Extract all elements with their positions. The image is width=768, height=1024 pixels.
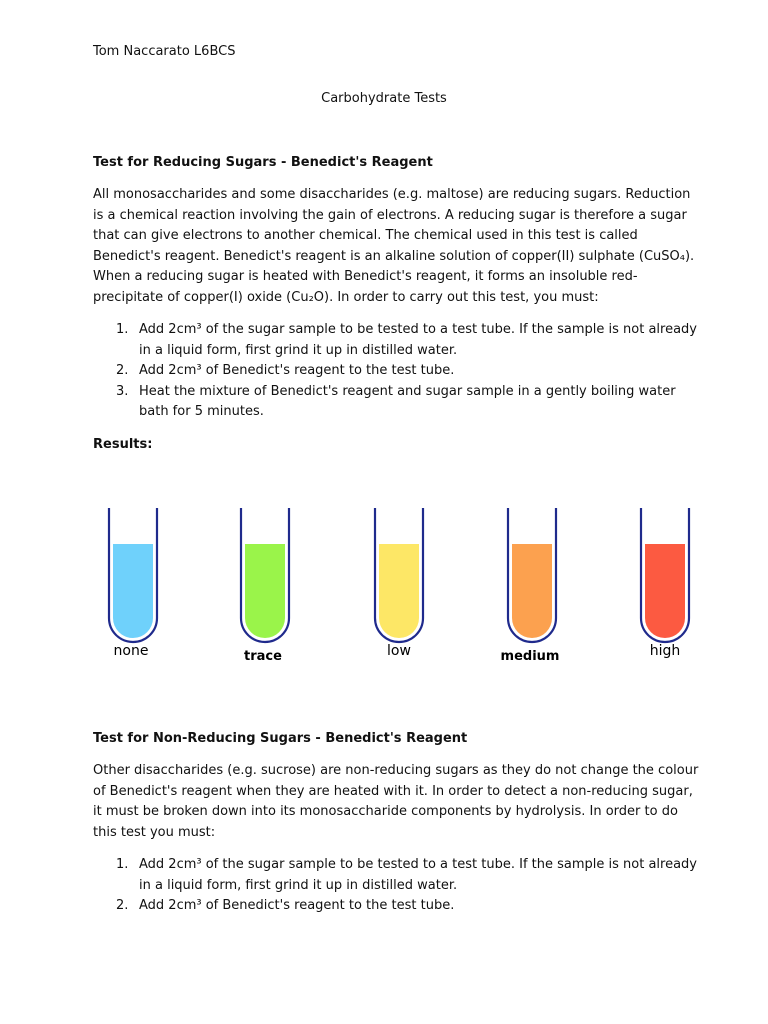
step-line: Add 2cm³ of the sugar sample to be tested to a test tube. If the sample is not already (139, 322, 697, 337)
document-author: Tom Naccarato L6BCS (93, 44, 236, 59)
test-tube-none (109, 508, 157, 659)
steps-list-non-reducing-sugars (93, 855, 697, 917)
step-number: 3. (116, 383, 129, 399)
step-number: 2. (116, 363, 129, 378)
step-item (93, 382, 693, 423)
tube-liquid (379, 544, 419, 638)
tube-liquid (245, 544, 285, 638)
paragraph-line: When a reducing sugar is heated with Benedict's reagent, it forms an insoluble red- (93, 269, 638, 284)
paragraph-line: Benedict's reagent. Benedict's reagent is an alkaline solution of copper(II) sulphate (CuSO₄). (93, 248, 695, 264)
step-line: Add 2cm³ of the sugar sample to be tested to a test tube. If the sample is not already (139, 857, 697, 872)
step-item (93, 855, 697, 896)
tube-liquid (512, 544, 552, 638)
paragraph-line: it must be broken down into its monosaccharide components by hydrolysis. In order to do (93, 804, 678, 819)
step-line: in a liquid form, first grind it up in distilled water. (139, 342, 458, 358)
tube-liquid (645, 544, 685, 638)
paragraph-reducing-sugars (93, 185, 693, 308)
step-item (93, 896, 693, 917)
tube-label: low (387, 643, 411, 659)
benedicts-results-test-tubes (100, 500, 710, 675)
step-line: in a liquid form, first grind it up in distilled water. (139, 877, 458, 893)
section-heading-non-reducing-sugars: Test for Non-Reducing Sugars - Benedict's Reagent (93, 731, 468, 746)
step-number: 1. (116, 857, 129, 872)
results-label: Results: (93, 437, 153, 452)
steps-list-reducing-sugars (93, 320, 697, 423)
step-line: bath for 5 minutes. (139, 404, 264, 419)
step-line: Add 2cm³ of Benedict's reagent to the test tube. (139, 363, 455, 378)
test-tube-medium (501, 508, 560, 664)
step-item (93, 361, 693, 382)
tube-label: high (649, 643, 681, 659)
step-number: 2. (116, 898, 129, 913)
paragraph-line: All monosaccharides and some disaccharides (e.g. maltose) are reducing sugars. Reduction (93, 187, 691, 202)
tube-label: trace (244, 649, 282, 664)
step-item (93, 320, 697, 361)
document-title: Carbohydrate Tests (321, 91, 447, 106)
test-tube-trace (241, 508, 289, 664)
paragraph-line: of Benedict's reagent when they are heated with it. In order to detect a non-reducing sugar, (93, 783, 693, 799)
step-line: Heat the mixture of Benedict's reagent and sugar sample in a gently boiling water (139, 383, 676, 399)
paragraph-non-reducing-sugars (93, 761, 699, 843)
paragraph-line: Other disaccharides (e.g. sucrose) are non-reducing sugars as they do not change the colour (93, 763, 699, 778)
tube-label: medium (500, 649, 560, 664)
paragraph-line: this test you must: (93, 824, 216, 840)
test-tube-low (375, 508, 423, 659)
tube-liquid (113, 544, 153, 638)
step-number: 1. (116, 322, 129, 337)
tube-label: none (113, 643, 149, 659)
paragraph-line: that can give electrons to another chemical. The chemical used in this test is called (93, 228, 638, 243)
paragraph-line: precipitate of copper(I) oxide (Cu₂O). In order to carry out this test, you must: (93, 289, 599, 305)
test-tube-high (641, 508, 689, 659)
section-heading-reducing-sugars: Test for Reducing Sugars - Benedict's Reagent (93, 155, 433, 170)
paragraph-line: is a chemical reaction involving the gain of electrons. A reducing sugar is therefore a sugar (93, 207, 687, 223)
step-line: Add 2cm³ of Benedict's reagent to the test tube. (139, 898, 455, 913)
